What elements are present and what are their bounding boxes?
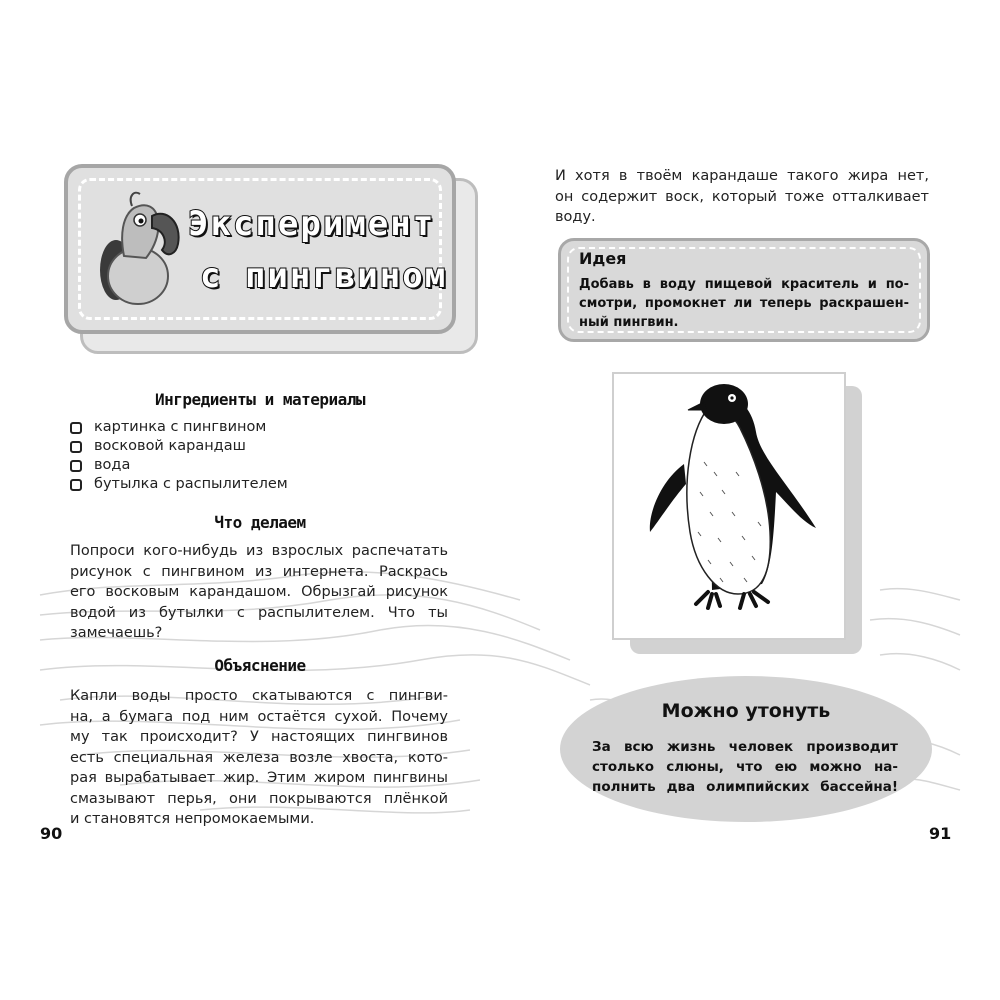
page-number-left: 90	[40, 824, 63, 843]
explanation-heading: Объяснение	[214, 656, 306, 675]
steps-text: Попроси кого-нибудь из взрослых распечатать рисунок с пингвином из интернета. Раскрась его восковым карандашом. Обрызгай рисунок водой из бутылки с распылителем. Что ты замечаешь?	[70, 543, 448, 641]
checkbox-icon	[70, 422, 82, 434]
materials-list	[70, 418, 288, 494]
page-number-right: 91	[929, 824, 952, 843]
fact-text: За всю жизнь человек производит столько слюны, что ею можно на- полнить два олимпийских бассейна!	[592, 739, 898, 795]
materials-heading: Ингредиенты и материалы	[154, 390, 366, 409]
checkbox-icon	[70, 479, 82, 491]
steps-heading: Что делаем	[214, 513, 306, 532]
title-line-2: с пингвином	[200, 256, 448, 296]
list-item: картинка с пингвином	[70, 418, 288, 437]
list-item: бутылка с распылителем	[70, 475, 288, 494]
list-item: восковой карандаш	[70, 437, 288, 456]
title-line-1: Эксперимент	[188, 204, 436, 244]
checkbox-icon	[70, 460, 82, 472]
intro-text: И хотя в твоём карандаше такого жира нет, он содержит воск, который тоже отталкивает воду.	[555, 168, 929, 225]
idea-title: Идея	[579, 249, 627, 268]
idea-text: Добавь в воду пищевой краситель и по- смотри, промокнет ли теперь раскрашен- ный пингвин.	[579, 277, 909, 330]
fact-title: Можно утонуть	[661, 700, 831, 722]
dodo-mascot-icon	[94, 186, 186, 314]
idea-box	[558, 238, 930, 342]
explanation-text: Капли воды просто скатываются с пингви- на, а бумага под ним остаётся сухой. Почему му так происходит? У настоящих пингвинов есть специальная железа возле хвоста, кото- рая вырабатывает жир. Этим жиром пингвины смазывают перья, они покрываются плёнкой и становятся непромокаемыми.	[70, 688, 448, 827]
list-item: вода	[70, 456, 288, 475]
checkbox-icon	[70, 441, 82, 453]
penguin-illustration-icon	[612, 372, 846, 640]
